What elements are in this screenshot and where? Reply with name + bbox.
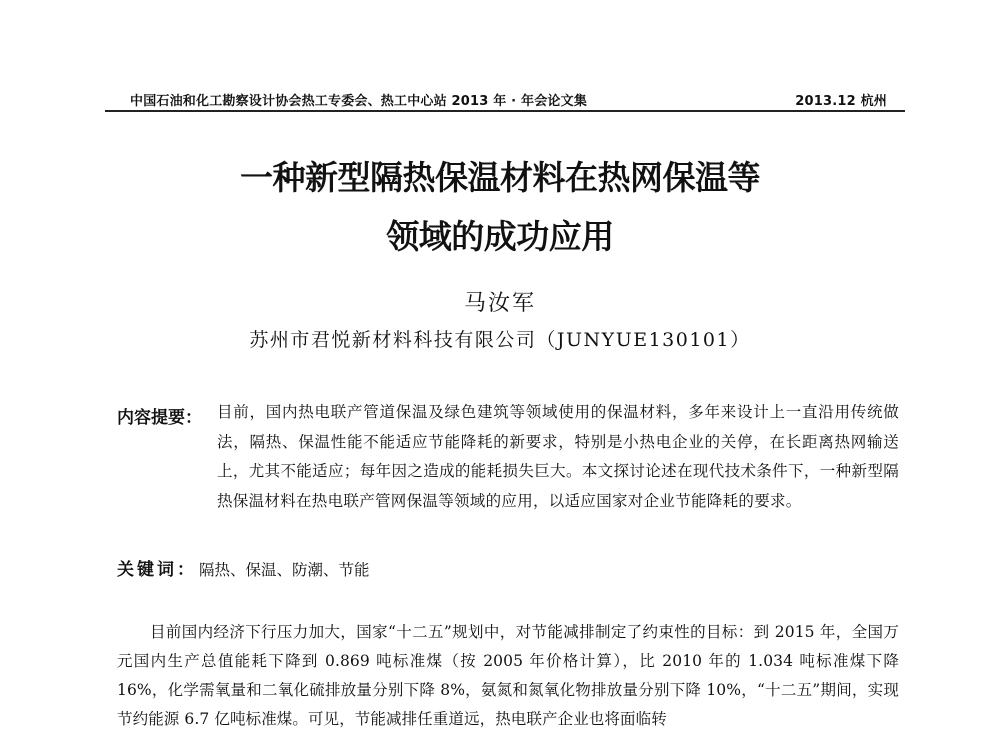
- conference-date-location: 2013.12 杭州: [795, 94, 887, 109]
- keywords-text: 隔热、保温、防潮、节能: [199, 561, 370, 579]
- paper-title-line-1: 一种新型隔热保温材料在热网保温等: [240, 158, 760, 197]
- keywords-label: 关键词：: [117, 560, 197, 580]
- abstract-label: 内容提要：: [117, 408, 202, 428]
- author-affiliation: 苏州市君悦新材料科技有限公司（JUNYUE130101）: [249, 329, 751, 351]
- proceedings-title: 中国石油和化工勘察设计协会热工专委会、热工中心站 2013 年 · 年会论文集: [130, 94, 588, 109]
- body-paragraph: 目前国内经济下行压力加大，国家“十二五”规划中，对节能减排制定了约束性的目标：到 2015 年，全国万元国内生产总值能耗下降到 0.869 吨标准煤（按 2005 年价格计算），比 2010 年的 1.034 吨标准煤下降 16%，化学需氧量和二氧化硫排放量分别下降 8%，氨氮和氮氧化物排放量分别下降 10%，“十二五”期间，实现节约能源 6.7 亿吨标准煤。可见，节能减排任重道远，热电联产企业也将面临转: [117, 623, 899, 728]
- running-header: [105, 88, 905, 110]
- author-name: 马汝军: [463, 291, 536, 316]
- abstract-text: 目前，国内热电联产管道保温及绿色建筑等领域使用的保温材料，多年来设计上一直沿用传统做法，隔热、保温性能不能适应节能降耗的新要求，特别是小热电企业的关停，在长距离热网输送上，尤其不能适应；每年因之造成的能耗损失巨大。本文探讨论述在现代技术条件下，一种新型隔热保温材料在热电联产管网保温等领域的应用，以适应国家对企业节能降耗的要求。: [217, 403, 899, 510]
- keywords-section: [117, 555, 902, 580]
- paper-title-line-2: 领域的成功应用: [386, 217, 614, 256]
- header-rule: [105, 110, 905, 112]
